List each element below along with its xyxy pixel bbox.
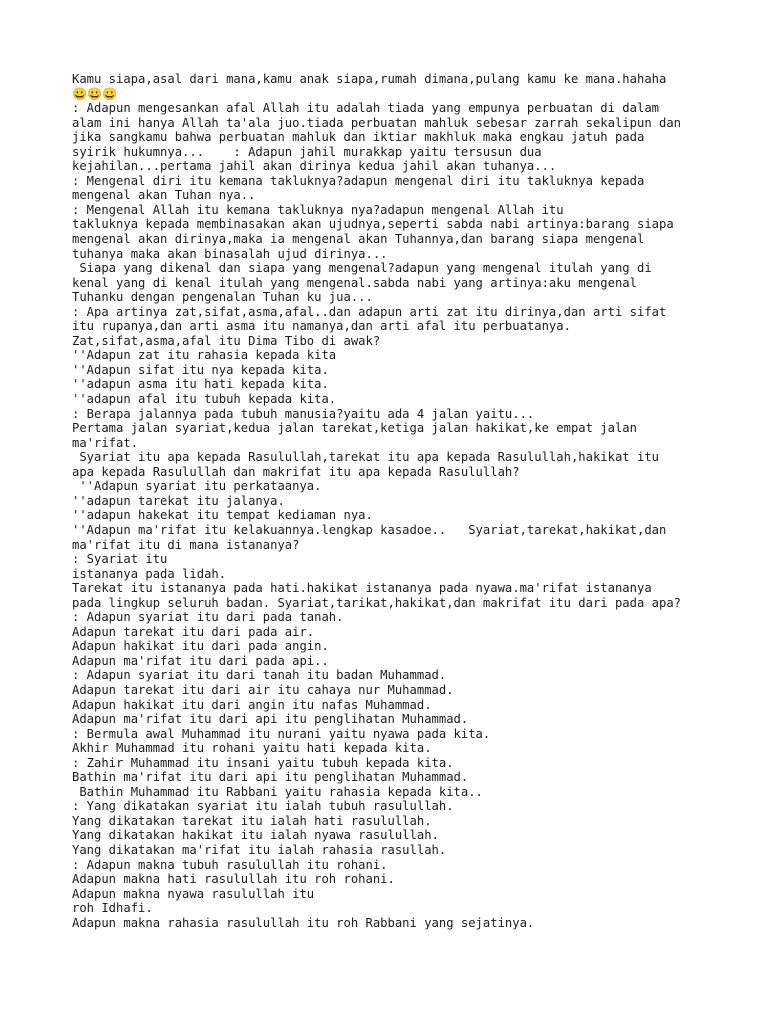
- text-line: Yang dikatakan ma'rifat itu ialah rahasia rasullah.: [72, 842, 447, 857]
- text-line: itu rupanya,dan arti asma itu namanya,dan arti afal itu perbuatanya.: [72, 319, 571, 334]
- text-line: Akhir Muhammad itu rohani yaitu hati kepada kita.: [72, 741, 432, 756]
- text-line: ''Adapun syariat itu perkataanya.: [72, 479, 322, 494]
- text-line: Adapun hakikat itu dari angin itu nafas Muhammad.: [72, 697, 432, 712]
- text-line: ''adapun tarekat itu jalanya.: [72, 493, 285, 508]
- text-line: tuhanya maka akan binasalah ujud dirinya...: [72, 246, 388, 261]
- text-line: alam ini hanya Allah ta'ala juo.tiada perbuatan mahluk sebesar zarrah sekalipun dan: [72, 115, 682, 130]
- text-line: apa kepada Rasulullah dan makrifat itu apa kepada Rasulullah?: [72, 464, 520, 479]
- text-line: ''adapun asma itu hati kepada kita.: [72, 377, 329, 392]
- text-line: Adapun ma'rifat itu dari api itu penglihatan Muhammad.: [72, 712, 469, 727]
- text-line: 😀😀😀: [72, 86, 118, 101]
- text-line: pada lingkup seluruh badan. Syariat,tarikat,hakikat,dan makrifat itu dari pada apa?: [72, 595, 682, 610]
- text-line: : Adapun mengesankan afal Allah itu adalah tiada yang empunya perbuatan di dalam: [72, 101, 659, 116]
- text-line: ma'rifat.: [72, 435, 139, 450]
- text-line: kejahilan...pertama jahil akan dirinya kedua jahil akan tuhanya...: [72, 159, 557, 174]
- text-line: takluknya kepada membinasakan akan ujudnya,seperti sabda nabi artinya:barang siapa: [72, 217, 674, 232]
- text-line: : Apa artinya zat,sifat,asma,afal..dan adapun arti zat itu dirinya,dan arti sifat: [72, 304, 667, 319]
- text-line: : Yang dikatakan syariat itu ialah tubuh rasulullah.: [72, 799, 454, 814]
- text-line: : Mengenal Allah itu kemana takluknya nya?adapun mengenal Allah itu: [72, 202, 564, 217]
- text-line: Bathin Muhammad itu Rabbani yaitu rahasia kepada kita..: [72, 784, 483, 799]
- text-line: ''adapun hakekat itu tempat kediaman nya.: [72, 508, 373, 523]
- text-line: ''Adapun zat itu rahasia kepada kita: [72, 348, 337, 363]
- text-line: kenal yang di kenal itulah yang mengenal.sabda nabi yang artinya:aku mengenal: [72, 275, 637, 290]
- text-line: Tuhanku dengan pengenalan Tuhan ku jua...: [72, 290, 373, 305]
- text-line: : Adapun makna tubuh rasulullah itu rohani.: [72, 857, 388, 872]
- text-line: : Berapa jalannya pada tubuh manusia?yaitu ada 4 jalan yaitu...: [72, 406, 535, 421]
- text-line: jika sangkamu bahwa perbuatan mahluk dan iktiar makhluk maka engkau jatuh pada: [72, 130, 645, 145]
- document-page: [72, 72, 712, 930]
- text-line: Syariat itu apa kepada Rasulullah,tarekat itu apa kepada Rasulullah,hakikat itu: [72, 450, 659, 465]
- text-line: Adapun hakikat itu dari pada angin.: [72, 639, 329, 654]
- text-line: roh Idhafi.: [72, 901, 153, 916]
- text-line: syirik hukumnya... : Adapun jahil murakkap yaitu tersusun dua: [72, 144, 542, 159]
- text-line: Adapun ma'rifat itu dari pada api..: [72, 653, 329, 668]
- text-line: Yang dikatakan tarekat itu ialah hati rasulullah.: [72, 813, 432, 828]
- text-line: : Zahir Muhammad itu insani yaitu tubuh kepada kita.: [72, 755, 454, 770]
- text-line: Adapun tarekat itu dari pada air.: [72, 624, 315, 639]
- text-line: Adapun makna rahasia rasulullah itu roh Rabbani yang sejatinya.: [72, 915, 535, 930]
- text-line: Zat,sifat,asma,afal itu Dima Tibo di awak?: [72, 333, 381, 348]
- text-line: ''Adapun sifat itu nya kepada kita.: [72, 362, 329, 377]
- text-line: Tarekat itu istananya pada hati.hakikat istananya pada nyawa.ma'rifat istananya: [72, 581, 652, 596]
- text-line: Kamu siapa,asal dari mana,kamu anak siapa,rumah dimana,pulang kamu ke mana.hahaha: [72, 72, 667, 86]
- text-line: ''Adapun ma'rifat itu kelakuannya.lengkap kasadoe.. Syariat,tarekat,hakikat,dan: [72, 522, 667, 537]
- text-line: Yang dikatakan hakikat itu ialah nyawa rasulullah.: [72, 828, 439, 843]
- text-line: ma'rifat itu di mana istananya?: [72, 537, 300, 552]
- text-line: istananya pada lidah.: [72, 566, 227, 581]
- text-line: ''adapun afal itu tubuh kepada kita.: [72, 392, 337, 407]
- text-line: mengenal akan dirinya,maka ia mengenal akan Tuhannya,dan barang siapa mengenal: [72, 232, 645, 247]
- text-line: Bathin ma'rifat itu dari api itu penglihatan Muhammad.: [72, 770, 469, 785]
- text-line: Pertama jalan syariat,kedua jalan tarekat,ketiga jalan hakikat,ke empat jalan: [72, 421, 637, 436]
- text-line: Adapun makna nyawa rasulullah itu: [72, 886, 315, 901]
- text-line: : Bermula awal Muhammad itu nurani yaitu nyawa pada kita.: [72, 726, 491, 741]
- text-line: : Syariat itu: [72, 552, 168, 567]
- text-line: : Mengenal diri itu kemana takluknya?adapun mengenal diri itu takluknya kepada: [72, 173, 645, 188]
- text-line: mengenal akan Tuhan nya..: [72, 188, 256, 203]
- text-line: Adapun makna hati rasulullah itu roh rohani.: [72, 872, 395, 887]
- text-line: Siapa yang dikenal dan siapa yang mengenal?adapun yang mengenal itulah yang di: [72, 261, 652, 276]
- text-line: Adapun tarekat itu dari air itu cahaya nur Muhammad.: [72, 682, 454, 697]
- text-line: : Adapun syariat itu dari tanah itu badan Muhammad.: [72, 668, 447, 683]
- text-line: : Adapun syariat itu dari pada tanah.: [72, 610, 344, 625]
